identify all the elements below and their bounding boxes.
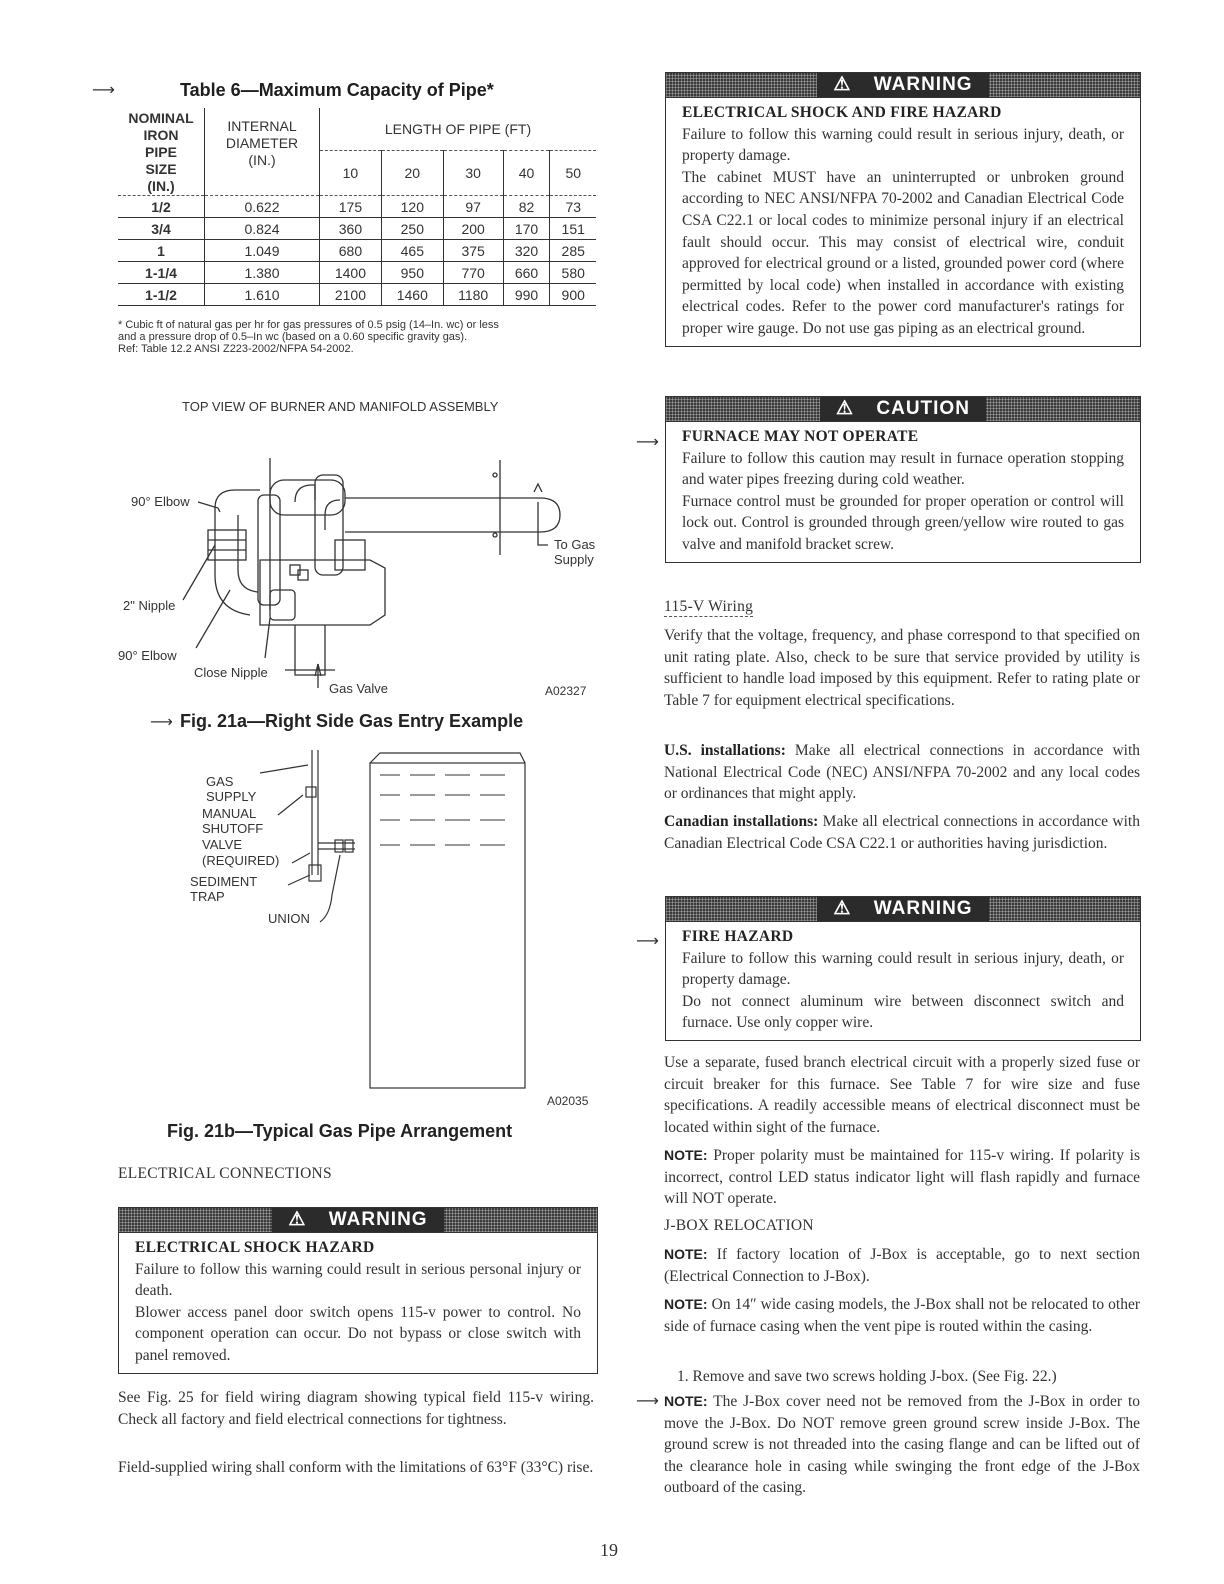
label-required: (REQUIRED) bbox=[202, 853, 280, 868]
figure-21b-title: Fig. 21b—Typical Gas Pipe Arrangement bbox=[167, 1121, 513, 1141]
paragraph-us-installations: U.S. installations: Make all electrical connections in accordance with National Electrical Code (NEC) ANSI/NFPA 70-2002 and any local codes or ordinances that might apply. bbox=[664, 742, 1140, 803]
table-row bbox=[118, 284, 596, 306]
diameter-cell: 1.610 bbox=[205, 284, 320, 306]
pipe-size-cell: 1/2 bbox=[118, 196, 205, 218]
capacity-cell: 175 bbox=[320, 196, 382, 218]
capacity-cell: 580 bbox=[550, 262, 596, 284]
capacity-cell: 82 bbox=[503, 196, 550, 218]
label-90-elbow-bottom: 90° Elbow bbox=[118, 648, 177, 663]
capacity-cell: 97 bbox=[443, 196, 503, 218]
change-arrow-icon: ⟶ bbox=[636, 432, 659, 451]
warning-box-fire-hazard bbox=[665, 896, 1141, 1041]
note-jbox-cover: NOTE: The J-Box cover need not be removed from the J-Box in order to move the J-Box. Do NOT remove green ground screw inside J-Box. The ground screw is not threaded into the casing flange and can be lifted out of the clearance hole in casing while swinging the front edge of the J-Box outboard of the casing. bbox=[664, 1393, 1140, 1497]
capacity-cell: 360 bbox=[320, 218, 382, 240]
warning-box-electrical-shock bbox=[118, 1207, 598, 1374]
capacity-cell: 770 bbox=[443, 262, 503, 284]
label-shutoff: SHUTOFF bbox=[202, 821, 264, 836]
length-header: 40 bbox=[503, 150, 550, 195]
warning-banner: ⚠ WARNING bbox=[119, 1208, 597, 1233]
warning-text: Blower access panel door switch opens 115-v power to control. No component operation can occur. Do not bypass or close switch with panel removed. bbox=[135, 1303, 581, 1364]
table-footnote: * Cubic ft of natural gas per hr for gas pressures of 0.5 psig (14–In. wc) or less and a pressure drop of 0.5–In wc (based on a 0.60 specific gravity gas). Ref: Table 12.2 ANSI Z223-2002/NFPA 54-2002. bbox=[118, 319, 499, 355]
label-manual: MANUAL bbox=[202, 806, 257, 821]
pipe-size-cell: 3/4 bbox=[118, 218, 205, 240]
col-nominal-header: NOMINAL IRON PIPE SIZE (IN.) bbox=[118, 108, 205, 196]
table-row bbox=[118, 262, 596, 284]
warning-title: FIRE HAZARD bbox=[682, 928, 794, 945]
capacity-cell: 170 bbox=[503, 218, 550, 240]
capacity-cell: 375 bbox=[443, 240, 503, 262]
capacity-cell: 660 bbox=[503, 262, 550, 284]
paragraph-fused-circuit: Use a separate, fused branch electrical circuit with a properly sized fuse or circuit breaker for this furnace. See Table 7 for wire size and fuse specifications. A readily accessible means of electrical disconnect must be located within sight of the furnace. bbox=[664, 1054, 1140, 1136]
canadian-installations-label: Canadian installations: bbox=[664, 813, 819, 830]
change-arrow-icon: ⟶ bbox=[150, 712, 173, 731]
note-14-inch-casing: NOTE: On 14″ wide casing models, the J-Box shall not be relocated to other side of furnace casing when the vent pipe is routed within the casing. bbox=[664, 1296, 1140, 1335]
capacity-cell: 1180 bbox=[443, 284, 503, 306]
pipe-size-cell: 1 bbox=[118, 240, 205, 262]
diameter-cell: 1.049 bbox=[205, 240, 320, 262]
table-row bbox=[118, 218, 596, 240]
label-to-gas-supply: To Gas Supply bbox=[554, 537, 596, 567]
warning-banner: ⚠ WARNING bbox=[666, 897, 1140, 922]
paragraph-canadian-installations: Canadian installations: Make all electrical connections in accordance with Canadian Electrical Code CSA C22.1 or authorities having jurisdiction. bbox=[664, 813, 1140, 852]
length-header: 10 bbox=[320, 150, 382, 195]
warning-text: Failure to follow this warning could result in serious injury, death, or property damage. bbox=[682, 125, 1124, 165]
change-arrow-icon: ⟶ bbox=[636, 931, 659, 950]
step-1-remove-screws: 1. Remove and save two screws holding J-box. (See Fig. 22.) bbox=[677, 1368, 1057, 1385]
label-trap: TRAP bbox=[190, 889, 225, 904]
warning-triangle-icon: ⚠ bbox=[280, 1208, 314, 1232]
table-title: Table 6—Maximum Capacity of Pipe* bbox=[180, 80, 494, 100]
capacity-cell: 73 bbox=[550, 196, 596, 218]
capacity-cell: 950 bbox=[381, 262, 443, 284]
col-length-header: LENGTH OF PIPE (FT) bbox=[320, 108, 597, 150]
change-arrow-icon: ⟶ bbox=[636, 1391, 659, 1410]
pipe-size-cell: 1-1/4 bbox=[118, 262, 205, 284]
col-internal-header: INTERNAL DIAMETER (IN.) bbox=[205, 108, 320, 196]
figure-caption-top: TOP VIEW OF BURNER AND MANIFOLD ASSEMBLY bbox=[182, 399, 499, 414]
label-close-nipple: Close Nipple bbox=[194, 665, 268, 680]
capacity-cell: 285 bbox=[550, 240, 596, 262]
warning-triangle-icon: ⚠ bbox=[825, 73, 859, 97]
figure-ref-code: A02035 bbox=[547, 1094, 589, 1108]
capacity-cell: 990 bbox=[503, 284, 550, 306]
burner-manifold-drawing bbox=[120, 440, 600, 705]
capacity-cell: 465 bbox=[381, 240, 443, 262]
change-arrow-icon: ⟶ bbox=[92, 80, 115, 99]
capacity-cell: 1460 bbox=[381, 284, 443, 306]
paragraph-field-wiring: See Fig. 25 for field wiring diagram showing typical field 115-v wiring. Check all factory and field electrical connections for tightness. bbox=[118, 1389, 594, 1428]
warning-text: Do not connect aluminum wire between disconnect switch and furnace. Use only copper wire. bbox=[682, 992, 1124, 1032]
warning-box-shock-fire bbox=[665, 72, 1141, 347]
caution-banner: ⚠ CAUTION bbox=[666, 397, 1140, 422]
warning-triangle-icon: ⚠ bbox=[825, 897, 859, 921]
diameter-cell: 0.824 bbox=[205, 218, 320, 240]
warning-text: The cabinet MUST have an uninterrupted or unbroken ground according to NEC ANSI/NFPA 70-2002 and Canadian Electrical Code CSA C22.1 or local codes to minimize personal injury if an electrical fault should occur. This may consist of electrical wire, conduit approved for electrical ground or a listed, grounded power cord (where permitted by local code) when installed in accordance with existing electrical codes. Refer to the power cord manufacturer's ratings for proper wire gauge. Do not use gas piping as an electrical ground. bbox=[682, 168, 1124, 337]
warning-text: Failure to follow this warning could result in serious personal injury or death. bbox=[135, 1260, 581, 1300]
diameter-cell: 1.380 bbox=[205, 262, 320, 284]
label-valve: VALVE bbox=[202, 837, 242, 852]
label-supply: SUPPLY bbox=[206, 789, 257, 804]
paragraph-115v-wiring: Verify that the voltage, frequency, and phase correspond to that specified on unit rating plate. Also, check to be sure that service provided by utility is sufficient to handle load imposed by this equipment. Refer to rating plate or Table 7 for equipment electrical specifications. bbox=[664, 627, 1140, 709]
pipe-size-cell: 1-1/2 bbox=[118, 284, 205, 306]
capacity-cell: 680 bbox=[320, 240, 382, 262]
caution-box-furnace bbox=[665, 396, 1141, 563]
label-90-elbow-top: 90° Elbow bbox=[131, 494, 190, 509]
warning-text: Failure to follow this warning could result in serious injury, death, or property damage. bbox=[682, 949, 1124, 989]
us-installations-label: U.S. installations: bbox=[664, 742, 786, 759]
paragraph-wiring-limits: Field-supplied wiring shall conform with the limitations of 63°F (33°C) rise. bbox=[118, 1459, 594, 1476]
subheading-jbox-relocation: J-BOX RELOCATION bbox=[664, 1217, 814, 1234]
figure-ref-code: A02327 bbox=[545, 684, 587, 698]
capacity-cell: 2100 bbox=[320, 284, 382, 306]
label-union: UNION bbox=[268, 911, 310, 926]
warning-title: ELECTRICAL SHOCK HAZARD bbox=[135, 1239, 375, 1256]
capacity-cell: 1400 bbox=[320, 262, 382, 284]
diameter-cell: 0.622 bbox=[205, 196, 320, 218]
label-gas: GAS bbox=[206, 774, 234, 789]
length-header: 20 bbox=[381, 150, 443, 195]
warning-triangle-icon: ⚠ bbox=[828, 397, 862, 421]
length-header: 50 bbox=[550, 150, 596, 195]
warning-banner: ⚠ WARNING bbox=[666, 73, 1140, 98]
subheading-115v-wiring: 115-V Wiring bbox=[664, 598, 754, 615]
label-2-nipple: 2" Nipple bbox=[123, 598, 176, 613]
note-polarity: NOTE: Proper polarity must be maintained for 115-v wiring. If polarity is incorrect, control LED status indicator light will flash rapidly and furnace will NOT operate. bbox=[664, 1147, 1140, 1208]
section-heading-electrical: ELECTRICAL CONNECTIONS bbox=[118, 1165, 332, 1182]
capacity-cell: 320 bbox=[503, 240, 550, 262]
warning-title: ELECTRICAL SHOCK AND FIRE HAZARD bbox=[682, 104, 1002, 121]
note-factory-location: NOTE: If factory location of J-Box is acceptable, go to next section (Electrical Connection to J-Box). bbox=[664, 1246, 1140, 1285]
figure-21a-title: Fig. 21a—Right Side Gas Entry Example bbox=[180, 711, 524, 731]
capacity-cell: 900 bbox=[550, 284, 596, 306]
caution-text: Furnace control must be grounded for proper operation or control will lock out. Control is grounded through green/yellow wire routed to gas valve and manifold bracket screw. bbox=[682, 492, 1124, 553]
label-sediment: SEDIMENT bbox=[190, 874, 258, 889]
capacity-cell: 151 bbox=[550, 218, 596, 240]
caution-title: FURNACE MAY NOT OPERATE bbox=[682, 428, 919, 445]
label-gas-valve: Gas Valve bbox=[329, 681, 389, 696]
caution-text: Failure to follow this caution may result in furnace operation stopping and water pipes freezing during cold weather. bbox=[682, 449, 1124, 489]
capacity-cell: 250 bbox=[381, 218, 443, 240]
table-row bbox=[118, 240, 596, 262]
capacity-cell: 200 bbox=[443, 218, 503, 240]
capacity-cell: 120 bbox=[381, 196, 443, 218]
table-row bbox=[118, 196, 596, 218]
length-header: 30 bbox=[443, 150, 503, 195]
pipe-capacity-table bbox=[118, 108, 596, 306]
page-number: 19 bbox=[600, 1540, 618, 1560]
